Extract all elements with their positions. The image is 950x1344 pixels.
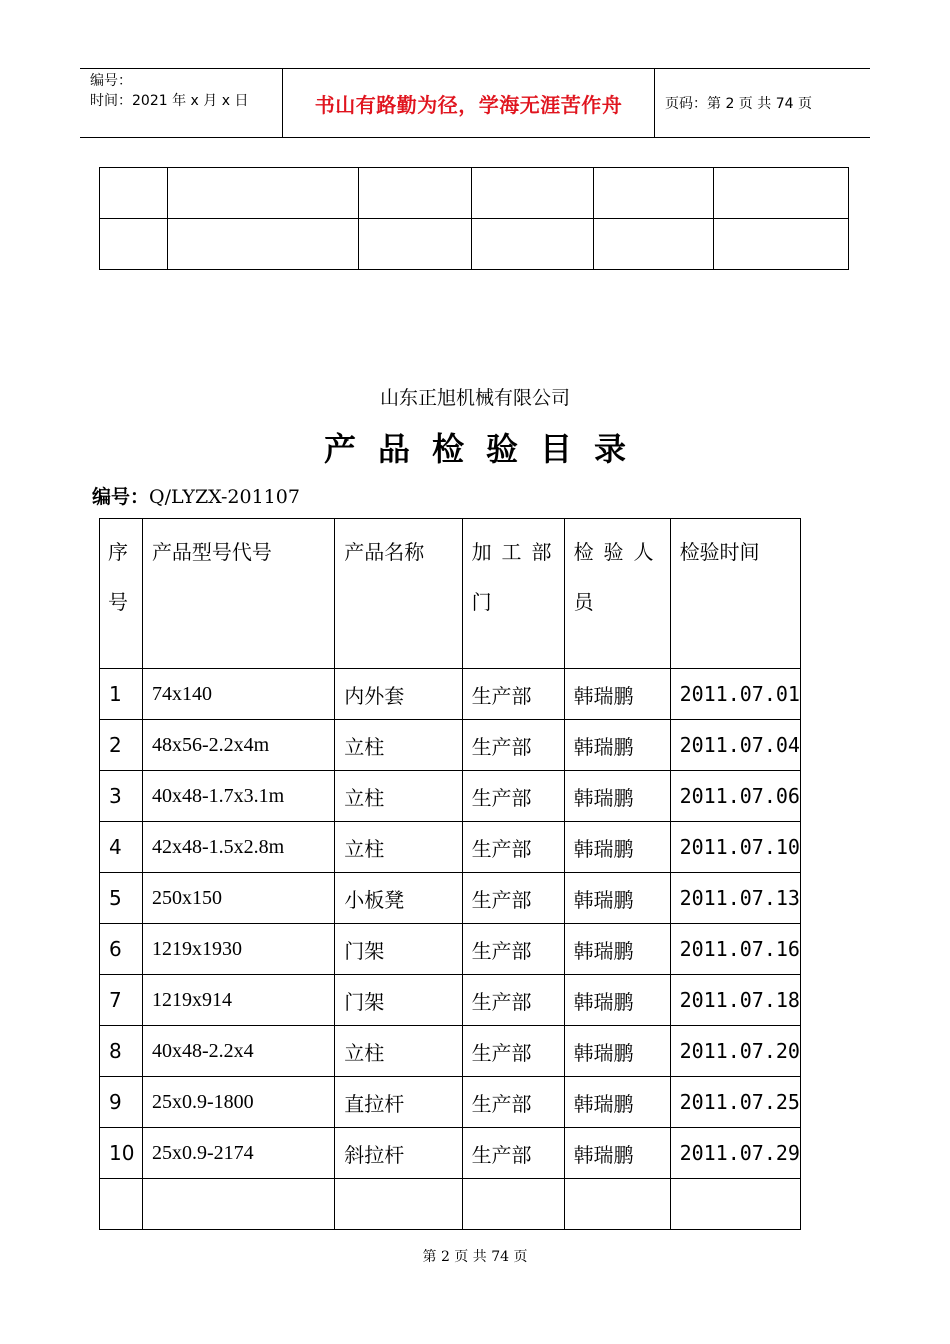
row-index: 3 xyxy=(100,771,143,822)
row-index: 6 xyxy=(100,924,143,975)
inspection-table xyxy=(99,518,801,1230)
row-product-name: 小板凳 xyxy=(335,873,462,924)
page-footer: 第 2 页 共 74 页 xyxy=(422,1249,528,1265)
table-row xyxy=(100,669,801,720)
header-number-label: 编号： xyxy=(90,73,132,89)
row-model: 25x0.9-1800 xyxy=(142,1077,334,1128)
row-index: 5 xyxy=(100,873,143,924)
row-model: 1219x914 xyxy=(142,975,334,1026)
row-inspection-time: 2011.07.16 xyxy=(670,924,800,975)
row-inspector: 韩瑞鹏 xyxy=(564,1026,670,1077)
header-cell-inspector: 检验人员 xyxy=(564,519,670,669)
row-product-name: 直拉杆 xyxy=(335,1077,462,1128)
row-inspector: 韩瑞鹏 xyxy=(564,873,670,924)
table-row xyxy=(100,219,849,270)
row-index: 8 xyxy=(100,1026,143,1077)
table-row xyxy=(100,168,849,219)
header-cell-product-name: 产品名称 xyxy=(335,519,462,669)
table-row xyxy=(100,1128,801,1179)
row-inspection-time: 2011.07.01 xyxy=(670,669,800,720)
row-inspection-time: 2011.07.10 xyxy=(670,822,800,873)
row-model: 48x56-2.2x4m xyxy=(142,720,334,771)
table-row-empty xyxy=(100,1179,801,1230)
header-time-label: 时间：2021 年 x 月 x 日 xyxy=(90,93,249,109)
row-product-name: 立柱 xyxy=(335,771,462,822)
row-inspection-time: 2011.07.29 xyxy=(670,1128,800,1179)
row-model: 74x140 xyxy=(142,669,334,720)
row-model: 40x48-1.7x3.1m xyxy=(142,771,334,822)
row-inspector: 韩瑞鹏 xyxy=(564,975,670,1026)
header-cell-index: 序号 xyxy=(100,519,143,669)
row-department: 生产部 xyxy=(462,1077,564,1128)
row-department: 生产部 xyxy=(462,720,564,771)
row-inspector: 韩瑞鹏 xyxy=(564,669,670,720)
row-inspector: 韩瑞鹏 xyxy=(564,924,670,975)
row-department: 生产部 xyxy=(462,822,564,873)
table-row xyxy=(100,873,801,924)
table-header-row xyxy=(100,519,801,669)
row-model: 42x48-1.5x2.8m xyxy=(142,822,334,873)
row-index: 7 xyxy=(100,975,143,1026)
header-cell-inspection-time: 检验时间 xyxy=(670,519,800,669)
row-inspection-time: 2011.07.20 xyxy=(670,1026,800,1077)
row-model: 40x48-2.2x4 xyxy=(142,1026,334,1077)
table-row xyxy=(100,1026,801,1077)
row-product-name: 门架 xyxy=(335,975,462,1026)
document-number-value: Q/LYZX-201107 xyxy=(149,486,300,508)
row-index: 10 xyxy=(100,1128,143,1179)
row-index: 2 xyxy=(100,720,143,771)
table-row xyxy=(100,924,801,975)
table-row xyxy=(100,771,801,822)
table-row xyxy=(100,1077,801,1128)
blank-table xyxy=(99,167,849,270)
table-row xyxy=(100,720,801,771)
row-department: 生产部 xyxy=(462,924,564,975)
row-product-name: 内外套 xyxy=(335,669,462,720)
row-department: 生产部 xyxy=(462,771,564,822)
row-product-name: 立柱 xyxy=(335,822,462,873)
page-title: 产品检验目录 xyxy=(323,430,648,468)
row-inspection-time: 2011.07.13 xyxy=(670,873,800,924)
document-number xyxy=(92,482,300,509)
row-department: 生产部 xyxy=(462,669,564,720)
row-index: 4 xyxy=(100,822,143,873)
page-header xyxy=(80,68,870,138)
row-index: 9 xyxy=(100,1077,143,1128)
header-motto: 书山有路勤为径，学海无涯苦作舟 xyxy=(282,69,655,137)
row-model: 1219x1930 xyxy=(142,924,334,975)
row-product-name: 立柱 xyxy=(335,1026,462,1077)
document-number-label: 编号： xyxy=(92,486,150,508)
row-inspector: 韩瑞鹏 xyxy=(564,1077,670,1128)
header-cell-department: 加工部门 xyxy=(462,519,564,669)
table-row xyxy=(100,975,801,1026)
table-row xyxy=(100,822,801,873)
row-inspection-time: 2011.07.18 xyxy=(670,975,800,1026)
row-inspector: 韩瑞鹏 xyxy=(564,720,670,771)
row-inspector: 韩瑞鹏 xyxy=(564,822,670,873)
row-inspector: 韩瑞鹏 xyxy=(564,1128,670,1179)
row-inspection-time: 2011.07.06 xyxy=(670,771,800,822)
row-product-name: 门架 xyxy=(335,924,462,975)
row-department: 生产部 xyxy=(462,975,564,1026)
header-cell-model: 产品型号代号 xyxy=(142,519,334,669)
row-model: 25x0.9-2174 xyxy=(142,1128,334,1179)
header-meta xyxy=(80,69,282,137)
row-product-name: 立柱 xyxy=(335,720,462,771)
row-inspection-time: 2011.07.25 xyxy=(670,1077,800,1128)
row-department: 生产部 xyxy=(462,1128,564,1179)
row-model: 250x150 xyxy=(142,873,334,924)
header-page-info: 页码：第 2 页 共 74 页 xyxy=(665,96,812,112)
row-inspection-time: 2011.07.04 xyxy=(670,720,800,771)
row-department: 生产部 xyxy=(462,1026,564,1077)
row-index: 1 xyxy=(100,669,143,720)
company-name: 山东正旭机械有限公司 xyxy=(379,387,570,409)
row-product-name: 斜拉杆 xyxy=(335,1128,462,1179)
row-department: 生产部 xyxy=(462,873,564,924)
row-inspector: 韩瑞鹏 xyxy=(564,771,670,822)
